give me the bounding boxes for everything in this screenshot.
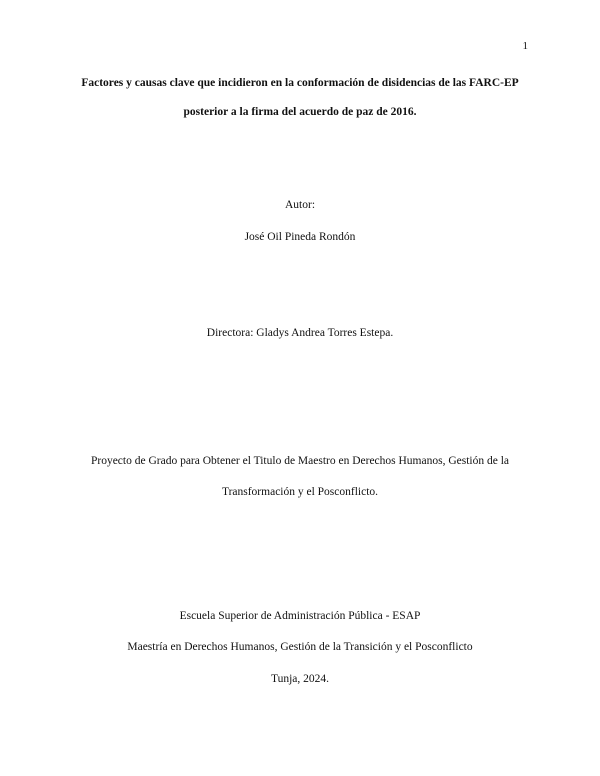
page-number: 1 (522, 40, 528, 52)
institution-school: Escuela Superior de Administración Pública - ESAP (179, 610, 421, 622)
institution-program: Maestría en Derechos Humanos, Gestión de la Transición y el Posconflicto (127, 641, 473, 653)
title-line-2: posterior a la firma del acuerdo de paz de 2016. (183, 106, 417, 118)
project-line-1: Proyecto de Grado para Obtener el Titulo de Maestro en Derechos Humanos, Gestión de la (90, 455, 510, 467)
author-label: Autor: (284, 199, 316, 211)
project-line-2: Transformación y el Posconflicto. (221, 486, 379, 498)
place-date: Tunja, 2024. (270, 673, 330, 685)
director: Directora: Gladys Andrea Torres Estepa. (206, 327, 394, 339)
title-line-1: Factores y causas clave que incidieron en la conformación de disidencias de las FARC-EP (81, 77, 519, 89)
author-name: José Oil Pineda Rondón (244, 231, 356, 243)
